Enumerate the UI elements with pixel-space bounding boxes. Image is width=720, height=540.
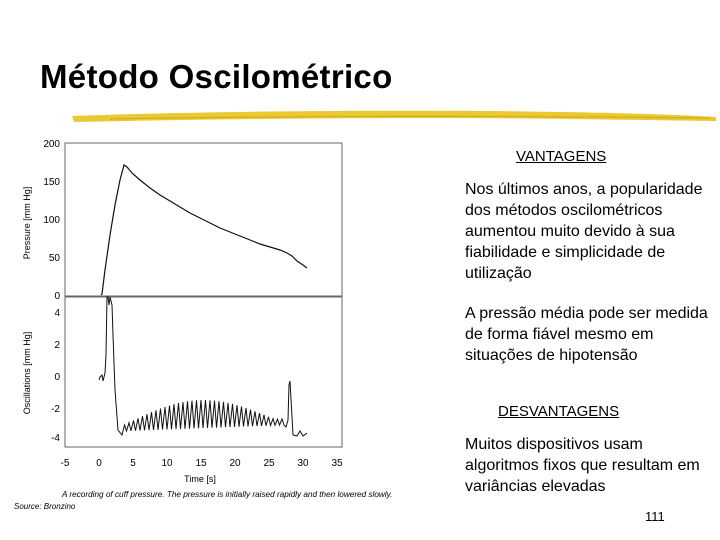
xtick: -5 <box>60 458 70 469</box>
oscillation-curve <box>99 297 307 436</box>
disadvantage-text-1: Muitos dispositivos usam algoritmos fixos que resultam em variâncias elevadas <box>465 436 700 495</box>
bottom-ytick: 2 <box>54 340 60 351</box>
bottom-ytick: -2 <box>51 404 60 415</box>
xtick: 15 <box>195 458 207 469</box>
page-number: 111 <box>645 509 665 524</box>
title-underline <box>70 104 720 126</box>
top-ylabel: Pressure [mm Hg] <box>22 186 32 260</box>
xtick: 0 <box>96 458 102 469</box>
advantage-text-2: A pressão média pode ser medida de forma fiável mesmo em situações de hipotensão <box>465 305 708 364</box>
cuff-pressure-curve <box>101 165 307 295</box>
advantage-text-1: Nos últimos anos, a popularidade dos métodos oscilométricos aumentou muito devido à sua fiabilidade e simplicidade de utilização <box>465 181 703 282</box>
xlabel: Time [s] <box>184 474 216 484</box>
top-ytick: 150 <box>43 177 60 188</box>
xtick: 30 <box>297 458 309 469</box>
bottom-ytick: 4 <box>54 308 60 319</box>
slide-title: Método Oscilométrico <box>40 58 393 95</box>
figure-caption: A recording of cuff pressure. The pressure is initially raised rapidly and then lowered slowly. <box>62 490 393 499</box>
top-ytick: 50 <box>48 253 60 264</box>
xtick: 35 <box>331 458 343 469</box>
xtick: 10 <box>161 458 173 469</box>
oscillometric-figure <box>10 135 450 515</box>
advantages-heading: VANTAGENS <box>516 148 607 165</box>
top-ytick: 100 <box>43 215 60 226</box>
bottom-ytick: 0 <box>54 372 60 383</box>
top-ytick: 0 <box>54 291 60 302</box>
xtick: 20 <box>229 458 241 469</box>
figure-source: Source: Bronzino <box>14 502 76 511</box>
bottom-ytick: -4 <box>51 433 60 444</box>
bottom-ylabel: Oscillations [mm Hg] <box>22 331 32 415</box>
disadvantages-heading: DESVANTAGENS <box>498 403 620 420</box>
xtick: 5 <box>130 458 136 469</box>
xtick: 25 <box>263 458 275 469</box>
top-ytick: 200 <box>43 139 60 150</box>
